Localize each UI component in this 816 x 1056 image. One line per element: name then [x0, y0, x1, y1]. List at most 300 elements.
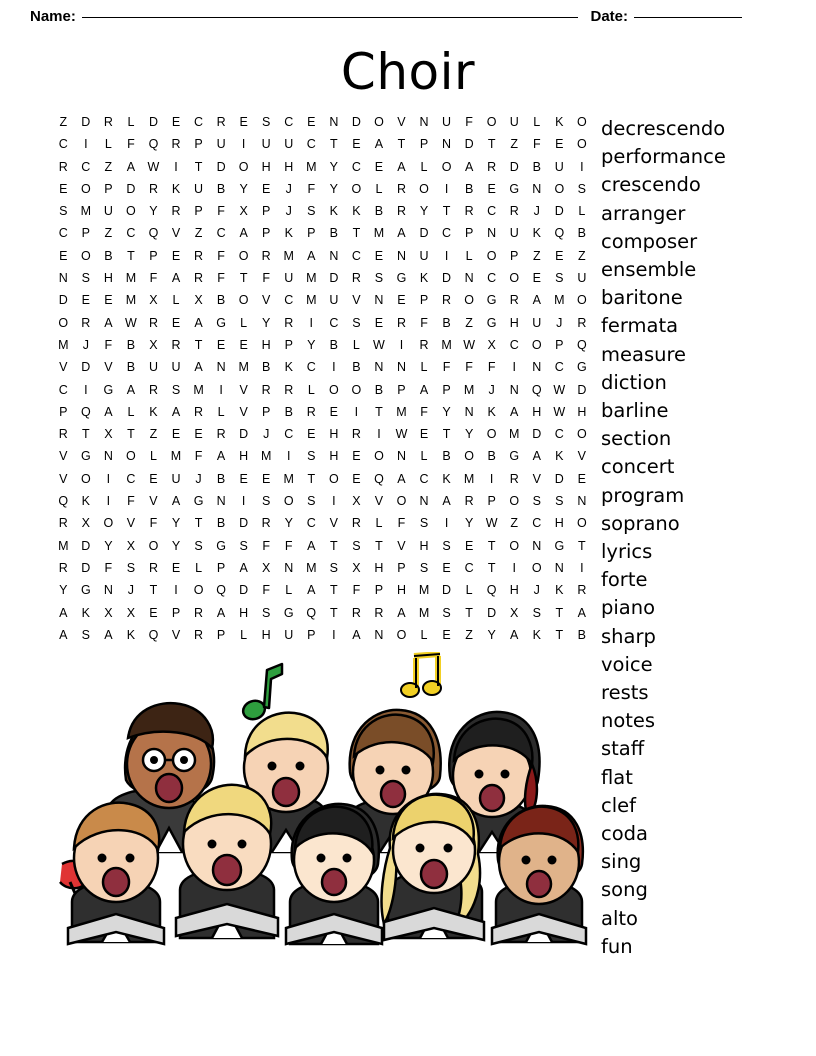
- grid-cell[interactable]: N: [442, 137, 452, 152]
- grid-cell[interactable]: R: [351, 271, 361, 286]
- grid-cell[interactable]: Q: [576, 337, 587, 352]
- grid-cell[interactable]: Z: [578, 248, 586, 263]
- grid-cell[interactable]: O: [441, 159, 452, 174]
- grid-cell[interactable]: O: [576, 293, 587, 308]
- word-list-item[interactable]: decrescendo: [601, 117, 726, 140]
- grid-cell[interactable]: C: [284, 427, 294, 442]
- grid-cell[interactable]: R: [103, 115, 113, 129]
- grid-cell[interactable]: C: [58, 226, 68, 241]
- grid-cell[interactable]: H: [374, 560, 384, 575]
- grid-cell[interactable]: E: [374, 315, 384, 330]
- grid-cell[interactable]: R: [194, 404, 204, 419]
- grid-cell[interactable]: Y: [307, 337, 316, 352]
- grid-cell[interactable]: G: [80, 449, 91, 464]
- grid-cell[interactable]: R: [351, 427, 361, 442]
- grid-cell[interactable]: D: [577, 382, 587, 397]
- grid-cell[interactable]: S: [262, 115, 271, 129]
- grid-cell[interactable]: Y: [171, 516, 181, 531]
- grid-cell[interactable]: A: [532, 293, 541, 308]
- grid-cell[interactable]: A: [397, 605, 406, 620]
- grid-cell[interactable]: F: [397, 516, 406, 531]
- grid-cell[interactable]: A: [194, 360, 203, 375]
- grid-cell[interactable]: B: [442, 315, 451, 330]
- grid-cell[interactable]: R: [148, 560, 158, 575]
- grid-cell[interactable]: E: [59, 181, 68, 196]
- grid-cell[interactable]: R: [171, 137, 181, 152]
- grid-cell[interactable]: Y: [262, 315, 271, 330]
- grid-cell[interactable]: P: [307, 226, 316, 241]
- grid-cell[interactable]: C: [487, 204, 497, 219]
- grid-cell[interactable]: N: [216, 360, 226, 375]
- grid-cell[interactable]: C: [554, 360, 564, 375]
- grid-cell[interactable]: P: [194, 137, 203, 152]
- grid-cell[interactable]: B: [216, 293, 226, 308]
- grid-cell[interactable]: Y: [487, 627, 496, 642]
- grid-cell[interactable]: M: [509, 427, 520, 442]
- grid-cell[interactable]: X: [149, 293, 158, 308]
- grid-cell[interactable]: O: [238, 293, 249, 308]
- grid-cell[interactable]: J: [533, 204, 540, 219]
- grid-cell[interactable]: Y: [419, 204, 429, 219]
- grid-cell[interactable]: G: [576, 360, 587, 375]
- grid-cell[interactable]: E: [81, 293, 90, 308]
- grid-cell[interactable]: B: [262, 360, 271, 375]
- grid-cell[interactable]: N: [103, 583, 113, 598]
- grid-cell[interactable]: T: [352, 226, 361, 241]
- grid-cell[interactable]: P: [149, 248, 158, 263]
- grid-cell[interactable]: B: [216, 516, 226, 531]
- grid-cell[interactable]: Y: [284, 516, 293, 531]
- grid-cell[interactable]: O: [396, 627, 407, 642]
- grid-cell[interactable]: D: [442, 271, 452, 286]
- grid-cell[interactable]: G: [554, 538, 565, 553]
- grid-cell[interactable]: G: [509, 181, 520, 196]
- grid-cell[interactable]: R: [351, 516, 361, 531]
- grid-cell[interactable]: L: [240, 315, 248, 330]
- grid-cell[interactable]: D: [239, 516, 249, 531]
- word-list-item[interactable]: lyrics: [601, 540, 653, 564]
- grid-cell[interactable]: X: [126, 538, 136, 553]
- grid-cell[interactable]: B: [329, 337, 338, 352]
- grid-cell[interactable]: L: [352, 337, 360, 352]
- grid-cell[interactable]: E: [532, 271, 541, 286]
- grid-cell[interactable]: A: [352, 627, 361, 642]
- grid-cell[interactable]: I: [106, 471, 111, 486]
- grid-cell[interactable]: Y: [171, 538, 181, 553]
- grid-cell[interactable]: H: [509, 583, 519, 598]
- grid-cell[interactable]: Y: [149, 204, 158, 219]
- grid-cell[interactable]: R: [442, 293, 452, 308]
- name-input-line[interactable]: [82, 17, 579, 18]
- grid-cell[interactable]: Q: [486, 583, 497, 598]
- grid-cell[interactable]: A: [510, 404, 519, 419]
- grid-cell[interactable]: S: [262, 605, 271, 620]
- grid-cell[interactable]: S: [374, 271, 384, 286]
- grid-cell[interactable]: F: [217, 204, 225, 219]
- grid-cell[interactable]: M: [418, 605, 430, 620]
- grid-cell[interactable]: X: [487, 337, 496, 352]
- grid-cell[interactable]: U: [284, 271, 294, 286]
- grid-cell[interactable]: R: [351, 605, 361, 620]
- grid-cell[interactable]: E: [149, 471, 158, 486]
- grid-cell[interactable]: T: [555, 627, 564, 642]
- grid-cell[interactable]: E: [194, 427, 203, 442]
- grid-cell[interactable]: O: [576, 115, 587, 129]
- grid-cell[interactable]: F: [217, 248, 225, 263]
- grid-cell[interactable]: M: [306, 271, 317, 286]
- grid-cell[interactable]: T: [375, 404, 383, 419]
- grid-cell[interactable]: X: [352, 494, 361, 509]
- grid-cell[interactable]: T: [330, 605, 338, 620]
- grid-cell[interactable]: M: [238, 360, 249, 375]
- word-list-item[interactable]: concert: [601, 455, 675, 479]
- grid-cell[interactable]: H: [239, 449, 249, 464]
- grid-cell[interactable]: D: [239, 583, 249, 598]
- grid-cell[interactable]: N: [216, 494, 226, 509]
- grid-cell[interactable]: A: [374, 137, 384, 152]
- grid-cell[interactable]: O: [509, 271, 520, 286]
- grid-cell[interactable]: A: [307, 248, 316, 263]
- grid-cell[interactable]: I: [241, 137, 246, 152]
- grid-cell[interactable]: E: [262, 471, 271, 486]
- grid-cell[interactable]: I: [399, 337, 404, 352]
- grid-cell[interactable]: M: [306, 293, 317, 308]
- grid-cell[interactable]: Q: [58, 494, 69, 509]
- grid-cell[interactable]: K: [532, 226, 541, 241]
- grid-cell[interactable]: C: [351, 159, 361, 174]
- grid-cell[interactable]: V: [171, 627, 181, 642]
- grid-cell[interactable]: E: [171, 315, 181, 330]
- grid-cell[interactable]: H: [103, 271, 113, 286]
- grid-cell[interactable]: R: [148, 181, 158, 196]
- grid-cell[interactable]: Y: [329, 181, 338, 196]
- grid-cell[interactable]: C: [419, 471, 429, 486]
- grid-cell[interactable]: E: [171, 248, 181, 263]
- grid-cell[interactable]: M: [125, 293, 137, 308]
- grid-cell[interactable]: O: [328, 382, 339, 397]
- grid-cell[interactable]: I: [512, 360, 516, 375]
- grid-cell[interactable]: P: [307, 627, 316, 642]
- word-list-item[interactable]: notes: [601, 709, 656, 733]
- grid-cell[interactable]: D: [239, 427, 249, 442]
- grid-cell[interactable]: E: [352, 137, 361, 152]
- grid-cell[interactable]: Q: [554, 226, 565, 241]
- grid-cell[interactable]: P: [262, 204, 271, 219]
- grid-cell[interactable]: V: [329, 516, 338, 531]
- grid-cell[interactable]: Q: [148, 226, 159, 241]
- grid-cell[interactable]: L: [307, 382, 315, 397]
- word-list-item[interactable]: coda: [601, 822, 648, 846]
- grid-cell[interactable]: Q: [374, 471, 384, 486]
- grid-cell[interactable]: A: [194, 315, 203, 330]
- grid-cell[interactable]: V: [397, 115, 406, 129]
- grid-cell[interactable]: U: [554, 159, 564, 174]
- grid-cell[interactable]: T: [194, 337, 203, 352]
- word-list-item[interactable]: fermata: [601, 314, 679, 338]
- grid-cell[interactable]: F: [127, 137, 135, 152]
- grid-cell[interactable]: O: [509, 494, 520, 509]
- grid-cell[interactable]: U: [216, 137, 226, 152]
- grid-cell[interactable]: E: [397, 293, 406, 308]
- grid-cell[interactable]: R: [306, 404, 316, 419]
- grid-cell[interactable]: E: [374, 159, 384, 174]
- grid-cell[interactable]: Z: [510, 137, 519, 152]
- grid-cell[interactable]: S: [307, 449, 316, 464]
- grid-cell[interactable]: M: [396, 404, 407, 419]
- grid-cell[interactable]: I: [287, 449, 291, 464]
- word-list-item[interactable]: flat: [601, 765, 633, 789]
- grid-cell[interactable]: O: [576, 137, 587, 152]
- grid-cell[interactable]: H: [261, 159, 271, 174]
- grid-cell[interactable]: T: [194, 516, 203, 531]
- grid-cell[interactable]: R: [194, 248, 204, 263]
- grid-cell[interactable]: R: [194, 605, 204, 620]
- grid-cell[interactable]: C: [284, 115, 294, 129]
- grid-cell[interactable]: X: [510, 605, 519, 620]
- grid-cell[interactable]: L: [533, 115, 541, 129]
- word-list-item[interactable]: crescendo: [601, 173, 701, 197]
- grid-cell[interactable]: C: [351, 248, 361, 263]
- grid-cell[interactable]: U: [329, 293, 339, 308]
- grid-cell[interactable]: T: [330, 538, 338, 553]
- grid-cell[interactable]: O: [80, 181, 91, 196]
- grid-cell[interactable]: S: [307, 494, 316, 509]
- word-list-item[interactable]: composer: [601, 229, 698, 253]
- grid-cell[interactable]: S: [126, 560, 136, 575]
- grid-cell[interactable]: R: [261, 248, 271, 263]
- grid-cell[interactable]: U: [442, 115, 452, 129]
- grid-cell[interactable]: R: [148, 315, 158, 330]
- grid-cell[interactable]: T: [127, 248, 135, 263]
- grid-cell[interactable]: H: [261, 627, 271, 642]
- word-list-item[interactable]: performance: [601, 145, 726, 169]
- grid-cell[interactable]: O: [576, 427, 587, 442]
- grid-cell[interactable]: B: [329, 226, 338, 241]
- grid-cell[interactable]: H: [329, 449, 339, 464]
- grid-cell[interactable]: P: [374, 583, 384, 598]
- grid-cell[interactable]: H: [239, 605, 249, 620]
- grid-cell[interactable]: O: [486, 248, 497, 263]
- word-list-item[interactable]: barline: [601, 399, 669, 423]
- grid-cell[interactable]: A: [216, 605, 226, 620]
- grid-cell[interactable]: R: [261, 516, 271, 531]
- grid-cell[interactable]: S: [442, 538, 451, 553]
- grid-cell[interactable]: E: [239, 115, 248, 129]
- grid-cell[interactable]: P: [419, 137, 429, 152]
- grid-cell[interactable]: E: [262, 181, 271, 196]
- grid-cell[interactable]: Z: [510, 516, 519, 531]
- grid-cell[interactable]: N: [554, 560, 564, 575]
- grid-cell[interactable]: I: [332, 360, 336, 375]
- grid-cell[interactable]: B: [104, 248, 113, 263]
- grid-cell[interactable]: Y: [239, 181, 248, 196]
- grid-cell[interactable]: K: [487, 404, 496, 419]
- grid-cell[interactable]: X: [239, 204, 248, 219]
- grid-cell[interactable]: V: [262, 293, 271, 308]
- grid-cell[interactable]: R: [58, 427, 68, 442]
- grid-cell[interactable]: P: [397, 382, 406, 397]
- grid-cell[interactable]: S: [419, 516, 429, 531]
- grid-cell[interactable]: V: [149, 494, 158, 509]
- grid-cell[interactable]: A: [126, 159, 136, 174]
- grid-cell[interactable]: F: [284, 538, 293, 553]
- grid-cell[interactable]: Z: [532, 248, 541, 263]
- grid-cell[interactable]: U: [103, 204, 113, 219]
- grid-cell[interactable]: K: [171, 181, 181, 196]
- grid-cell[interactable]: N: [532, 181, 542, 196]
- grid-cell[interactable]: M: [58, 538, 69, 553]
- grid-cell[interactable]: H: [419, 538, 429, 553]
- grid-cell[interactable]: L: [127, 115, 135, 129]
- grid-cell[interactable]: D: [442, 583, 452, 598]
- grid-cell[interactable]: N: [103, 449, 113, 464]
- grid-cell[interactable]: C: [509, 337, 519, 352]
- grid-cell[interactable]: A: [216, 449, 226, 464]
- grid-cell[interactable]: Y: [59, 583, 68, 598]
- grid-cell[interactable]: T: [194, 159, 203, 174]
- grid-cell[interactable]: K: [419, 271, 429, 286]
- grid-cell[interactable]: O: [374, 449, 384, 464]
- grid-cell[interactable]: O: [80, 471, 91, 486]
- grid-cell[interactable]: N: [396, 449, 406, 464]
- word-list-item[interactable]: baritone: [601, 286, 683, 310]
- grid-cell[interactable]: N: [577, 494, 587, 509]
- grid-cell[interactable]: R: [148, 382, 158, 397]
- grid-cell[interactable]: D: [532, 427, 542, 442]
- grid-cell[interactable]: P: [419, 293, 429, 308]
- grid-cell[interactable]: X: [352, 560, 361, 575]
- grid-cell[interactable]: F: [262, 538, 271, 553]
- grid-cell[interactable]: M: [554, 293, 565, 308]
- grid-cell[interactable]: D: [81, 560, 91, 575]
- grid-cell[interactable]: X: [126, 605, 136, 620]
- grid-cell[interactable]: G: [486, 293, 497, 308]
- grid-cell[interactable]: A: [104, 315, 113, 330]
- grid-cell[interactable]: R: [216, 115, 226, 129]
- grid-cell[interactable]: F: [465, 115, 473, 129]
- grid-cell[interactable]: O: [193, 583, 204, 598]
- word-list-item[interactable]: fun: [601, 934, 633, 958]
- grid-cell[interactable]: U: [194, 181, 204, 196]
- grid-cell[interactable]: P: [262, 404, 271, 419]
- grid-cell[interactable]: N: [396, 248, 406, 263]
- grid-cell[interactable]: R: [487, 159, 497, 174]
- grid-cell[interactable]: N: [374, 360, 384, 375]
- grid-cell[interactable]: D: [216, 159, 226, 174]
- grid-cell[interactable]: J: [488, 382, 495, 397]
- grid-cell[interactable]: B: [464, 181, 474, 196]
- grid-cell[interactable]: A: [397, 471, 406, 486]
- word-list-item[interactable]: section: [601, 427, 672, 451]
- grid-cell[interactable]: G: [283, 605, 294, 620]
- grid-cell[interactable]: S: [577, 181, 587, 196]
- word-list-item[interactable]: forte: [601, 568, 648, 592]
- grid-cell[interactable]: C: [126, 471, 136, 486]
- grid-cell[interactable]: C: [442, 226, 452, 241]
- grid-cell[interactable]: F: [442, 360, 451, 375]
- grid-cell[interactable]: A: [239, 560, 248, 575]
- grid-cell[interactable]: O: [486, 115, 497, 129]
- grid-cell[interactable]: S: [352, 315, 361, 330]
- grid-cell[interactable]: N: [329, 248, 339, 263]
- grid-cell[interactable]: O: [464, 449, 474, 464]
- grid-cell[interactable]: C: [216, 226, 226, 241]
- grid-cell[interactable]: N: [374, 293, 384, 308]
- grid-cell[interactable]: D: [58, 293, 68, 308]
- grid-cell[interactable]: K: [442, 471, 451, 486]
- grid-cell[interactable]: L: [285, 583, 293, 598]
- grid-cell[interactable]: E: [419, 427, 429, 442]
- grid-cell[interactable]: Z: [59, 115, 68, 129]
- grid-cell[interactable]: K: [81, 605, 90, 620]
- grid-cell[interactable]: V: [352, 293, 361, 308]
- grid-cell[interactable]: E: [442, 627, 451, 642]
- grid-cell[interactable]: F: [149, 516, 158, 531]
- grid-cell[interactable]: S: [262, 494, 271, 509]
- grid-cell[interactable]: M: [373, 226, 385, 241]
- grid-cell[interactable]: P: [194, 204, 203, 219]
- grid-cell[interactable]: L: [420, 360, 428, 375]
- grid-cell[interactable]: E: [464, 538, 474, 553]
- grid-cell[interactable]: M: [441, 337, 452, 352]
- grid-cell[interactable]: F: [262, 583, 271, 598]
- grid-cell[interactable]: U: [148, 360, 158, 375]
- grid-cell[interactable]: P: [216, 627, 226, 642]
- grid-cell[interactable]: T: [127, 427, 135, 442]
- grid-cell[interactable]: G: [396, 271, 407, 286]
- grid-cell[interactable]: O: [576, 516, 587, 531]
- grid-cell[interactable]: O: [148, 538, 159, 553]
- grid-cell[interactable]: W: [553, 382, 566, 397]
- grid-cell[interactable]: S: [171, 382, 181, 397]
- grid-cell[interactable]: L: [240, 627, 248, 642]
- grid-cell[interactable]: B: [442, 449, 451, 464]
- grid-cell[interactable]: O: [238, 159, 249, 174]
- grid-cell[interactable]: R: [194, 271, 204, 286]
- grid-cell[interactable]: L: [375, 181, 383, 196]
- grid-cell[interactable]: O: [396, 494, 407, 509]
- grid-cell[interactable]: C: [126, 226, 136, 241]
- grid-cell[interactable]: Z: [465, 627, 473, 642]
- grid-cell[interactable]: D: [554, 471, 564, 486]
- grid-cell[interactable]: L: [465, 248, 473, 263]
- grid-cell[interactable]: E: [352, 471, 361, 486]
- grid-cell[interactable]: F: [487, 360, 496, 375]
- grid-cell[interactable]: R: [284, 315, 294, 330]
- grid-cell[interactable]: E: [577, 471, 587, 486]
- grid-cell[interactable]: C: [194, 115, 204, 129]
- grid-cell[interactable]: K: [555, 583, 564, 598]
- grid-cell[interactable]: N: [464, 271, 474, 286]
- grid-cell[interactable]: O: [58, 315, 69, 330]
- grid-cell[interactable]: O: [486, 427, 497, 442]
- grid-cell[interactable]: F: [194, 449, 203, 464]
- grid-cell[interactable]: M: [193, 382, 204, 397]
- grid-cell[interactable]: A: [464, 159, 474, 174]
- grid-cell[interactable]: T: [465, 605, 473, 620]
- grid-cell[interactable]: B: [374, 382, 384, 397]
- grid-cell[interactable]: A: [397, 159, 406, 174]
- grid-cell[interactable]: I: [174, 583, 178, 598]
- grid-cell[interactable]: B: [284, 404, 293, 419]
- grid-cell[interactable]: L: [420, 627, 428, 642]
- grid-cell[interactable]: R: [396, 315, 406, 330]
- grid-cell[interactable]: S: [555, 271, 564, 286]
- grid-cell[interactable]: R: [58, 516, 68, 531]
- grid-cell[interactable]: K: [149, 404, 158, 419]
- grid-cell[interactable]: A: [532, 449, 541, 464]
- word-list-item[interactable]: rests: [601, 681, 649, 705]
